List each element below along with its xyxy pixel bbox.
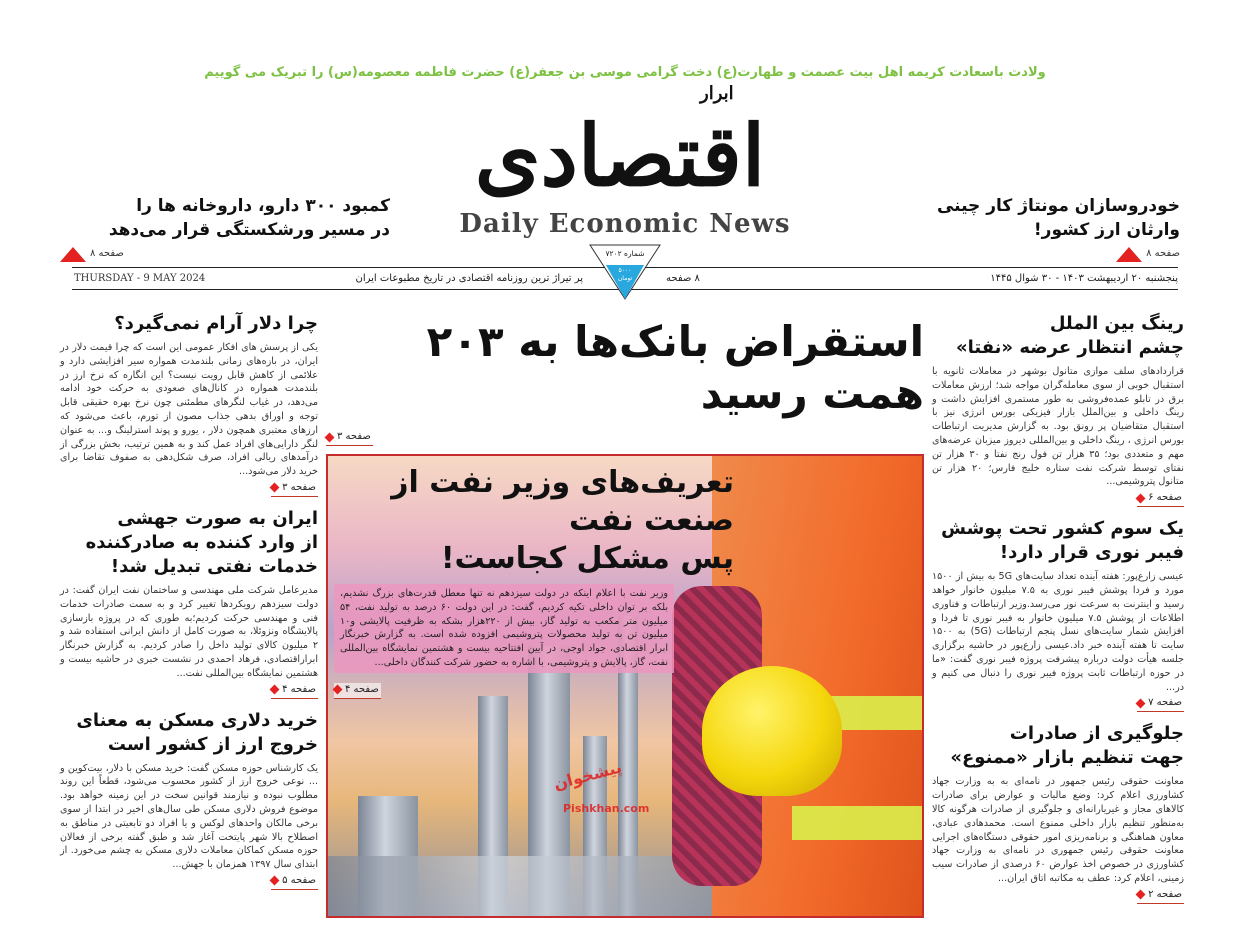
greeting-banner: ولادت باسعادت کریمه اهل بیت عصمت و طهارت(ع) دخت گرامی موسی بن جعفر(ع) حضرت فاطمه معصومه(س) را تبریک می گوییم — [204, 65, 1046, 80]
teaser-headline-line: در مسیر ورشکستگی قرار می‌دهد — [108, 220, 390, 240]
red-triangle-icon — [1116, 247, 1142, 262]
page-ref-label: صفحه ۸ — [90, 248, 124, 259]
page-ref-label: صفحه ۴ — [345, 683, 379, 695]
story-page-ref[interactable] — [1137, 491, 1184, 507]
story-headline: خرید دلاری مسکن به معنای — [76, 709, 318, 731]
refinery-base — [328, 856, 728, 916]
story-page-ref[interactable] — [1137, 888, 1184, 904]
photo-page-ref[interactable] — [334, 677, 734, 699]
main-page-ref[interactable] — [326, 424, 924, 446]
date-english: THURSDAY - 9 MAY 2024 — [74, 273, 206, 284]
red-diamond-icon — [1136, 698, 1146, 708]
date-persian: پنجشنبه ۲۰ اردیبهشت ۱۴۰۳ - ۳۰ شوال ۱۴۴۵ — [990, 273, 1178, 284]
left-story-3[interactable] — [60, 709, 318, 890]
story-body: مدیرعامل شرکت ملی مهندسی و ساختمان نفت ایران گفت: در دولت سیزدهم رویکردها تغییر کرد و به سمت صادرات خدمات فنی و مهندسی حرکت کردیم؛به طوری که در پروژه بازسازی پالایشگاه ونزوئلا، به صورت کامل از دانش ایرانی استفاده شد و ۲ میلیون کالای تولید داخل را صادر کردیم. به گزارش خبرنگار ابراراقتصادی، فرهاد احمدی در نشست خبری در حاشیه بیست و هشتمین نمایشگاه بین‌المللی نفت... — [60, 584, 318, 679]
reflective-stripe — [792, 806, 922, 840]
story-page-ref[interactable] — [271, 481, 318, 497]
top-left-teaser[interactable] — [60, 194, 390, 262]
main-story — [326, 316, 924, 918]
page-count: ۸ صفحه — [666, 273, 700, 284]
watermark-url: Pishkhan.com — [563, 802, 650, 815]
right-story-2[interactable] — [932, 517, 1184, 712]
story-headline: فیبر نوری قرار دارد! — [999, 542, 1184, 564]
main-headline[interactable]: استقراض بانک‌ها به ۲۰۳ همت رسید — [426, 317, 924, 418]
red-diamond-icon — [270, 685, 280, 695]
story-headline: رینگ بین الملل — [1049, 313, 1184, 334]
top-left-page-ref[interactable] — [60, 246, 124, 262]
red-diamond-icon — [1136, 493, 1146, 503]
left-story-2[interactable] — [60, 507, 318, 699]
price: ۵۰۰۰ تومان — [617, 267, 633, 282]
red-diamond-icon — [1136, 890, 1146, 900]
story-body: یک کارشناس حوزه مسکن گفت: خرید مسکن با دلار، بیت‌کوین و ... نوعی خروج ارز از کشور محسوب می‌شود، قطعاً این روند مطلوب نبوده و نیازمند قوانین سخت در این زمینه خواهد بود. موضوع فروش دلاری مسکن طی سال‌های اخیر در ابتدا از سوی برخی مالکان واحدهای لوکس و یا افراد دو تابعیتی در مناطق به اصطلاح بالا شهر پایتخت آغاز شد و طبق گفته برخی از فعالان حوزه مسکن کماکان معاملات دلاری مسکن به چشم می‌خورد. از ابتدای سال ۱۳۹۷ همزمان با جهش... — [60, 762, 318, 871]
story-headline: جلوگیری از صادرات — [1009, 723, 1184, 745]
watermark-logo: پیشخوان — [551, 757, 624, 794]
tagline: پر تیراژ ترین روزنامه اقتصادی در تاریخ مطبوعات ایران — [355, 273, 583, 284]
red-diamond-icon — [270, 876, 280, 886]
teaser-headline-line: وارثان ارز کشور! — [1033, 220, 1180, 240]
story-headline: از وارد کننده به صادرکننده — [85, 531, 318, 553]
right-column — [932, 312, 1184, 904]
red-triangle-icon — [60, 247, 86, 262]
issue-number: شماره ۷۲۰۲ — [605, 249, 645, 258]
page-ref-label: صفحه ۴ — [282, 683, 316, 695]
story-body: عیسی زارع‌پور: هفته آینده تعداد سایت‌های 5G به بیش از ۱۵۰۰ مورد و فردا پوشش فیبر نوری به ۷.۵ میلیون خانوار خواهد رسید و اینترنت به سرعت نور می‌رسد.وزیر ارتباطات و فناوری اطلاعات از پوشش ۷.۵ میلیون خانوار به فیبر نوری تا فردا و افزایش شمار سایت‌های نسل پنجم ارتباطات (5G) به ۱۵۰۰ سایت تا هفته آینده خبر داد.عیسی زارع‌پور در حاشیه برگزاری جلسه هیأت دولت درباره پیشرفت پروژه فیبر نوری گفت: «ما در حوزه ارتباطات ثابت پروژه فیبر نوری را دنبال می کنیم و در... — [932, 571, 1184, 693]
left-story-1[interactable] — [60, 312, 318, 497]
photo-summary-text: وزیر نفت با اعلام اینکه در دولت سیزدهم نه تنها معطل قدرت‌های بزرگ نشدیم، بلکه بر توان داخلی تکیه کردیم، گفت: در این دولت ۶۰ درصد به تولید نفت، ۵۴ میلیون متر مکعب به تولید گاز، بیش از ۲۲۰هزار بشکه به ظرفیت پالایشی و۱۰ میلیون تن به تولید محصولات پتروشیمی افزوده شده است. به گزارش خبرنگار ابرار اقتصادی، جواد اوجی، در آیین افتتاحیه بیست و هشتمین نمایشگاه بین‌المللی نفت، گاز، پالایش و پتروشیمی، با اشاره به حضور شرکت کنندگان داخلی... — [340, 588, 668, 668]
page-ref-label: صفحه ۳ — [282, 481, 316, 493]
red-diamond-icon — [270, 483, 280, 493]
story-body: قراردادهای سلف موازی متانول بوشهر در معاملات ثانویه با استقبال خوبی از سوی معامله‌گران مواجه شد؛ ارزش معاملات برق در تابلو عمده‌فروشی به طور مستمری افزایش داشت و رینگ داخلی و بین‌الملل بازار فیزیکی بورس انرژی نیز با استقبال متقاضیان پر رونق بود. به گزارش مدیریت ارتباطات بورس انرژی ، رینگ داخلی و بین‌المللی دیروز میزبان عرضه‌های مهم و متعددی بود؛ ۳۵ هزار تن فول رنج نفتا و ۳۰ هزار تن نفتای توسط شرکت نفت ستاره خلیج فارس؛ ۲۰ هزار تن متانول پتروشیمی... — [932, 366, 1184, 488]
teaser-headline-line: خودروسازان مونتاژ کار چینی — [936, 196, 1180, 216]
page-ref-label: صفحه ۳ — [337, 431, 371, 442]
right-story-1[interactable] — [932, 312, 1184, 507]
photo-headline[interactable] — [334, 464, 734, 578]
lead-photo — [326, 454, 924, 918]
right-story-3[interactable] — [932, 722, 1184, 903]
page-ref-label: صفحه ۲ — [1148, 888, 1182, 900]
story-headline: یک سوم کشور تحت پوشش — [941, 518, 1184, 540]
story-page-ref[interactable] — [271, 683, 318, 699]
story-headline: خروج ارز از کشور است — [107, 733, 318, 755]
story-page-ref[interactable] — [1137, 696, 1184, 712]
story-body: معاونت حقوقی رئیس جمهور در نامه‌ای به به وزارت جهاد کشاورزی اعلام کرد: وضع مالیات و عوارض برای صادرات کالاهای مجاز و غیریارانه‌ای و جلوگیری از صادرات هرگونه کالا به‌منظور تنظیم بازار داخلی ممنوع است. محمدهادی عبادی، معاون هماهنگی و برنامه‌ریزی امور حقوقی دستگاه‌های اجرایی معاونت حقوقی رئیس جمهوری در نامه‌ای به وزارت جهاد کشاورزی در خصوص اخذ عوارض ۶۰ درصدی از صادرات سیب زمینی، اعلام کرد: عطف به مکاتبه اتاق ایران... — [932, 776, 1185, 884]
top-right-page-ref[interactable] — [1116, 246, 1180, 262]
masthead-logo-small: ابرار — [700, 83, 734, 104]
photo-headline-line: تعریف‌های وزیر نفت از صنعت نفت — [391, 465, 734, 538]
left-column — [60, 312, 318, 890]
photo-summary-box — [334, 584, 674, 673]
issue-badge — [588, 244, 662, 300]
page-ref-label: صفحه ۵ — [282, 874, 316, 886]
story-headline: ایران به صورت جهشی — [117, 507, 318, 529]
page-ref-label: صفحه ۷ — [1148, 697, 1182, 709]
teaser-headline-line: کمبود ۳۰۰ دارو، داروخانه ها را — [136, 196, 390, 216]
story-headline: خدمات نفتی تبدیل شد! — [110, 555, 318, 577]
red-diamond-icon — [325, 432, 335, 442]
top-right-teaser[interactable] — [860, 194, 1180, 262]
story-headline: چرا دلار آرام نمی‌گیرد؟ — [114, 313, 318, 334]
photo-story[interactable] — [334, 464, 734, 699]
masthead-logo: اقتصادی — [474, 106, 766, 205]
photo-headline-line: پس مشکل کجاست! — [440, 541, 734, 576]
story-page-ref[interactable] — [271, 874, 318, 890]
masthead-logo-english: Daily Economic News — [459, 209, 791, 239]
story-headline: جهت تنظیم بازار «ممنوع» — [950, 747, 1184, 769]
page-ref-label: صفحه ۶ — [1148, 492, 1182, 504]
red-diamond-icon — [333, 685, 343, 695]
page-ref-label: صفحه ۸ — [1146, 248, 1180, 259]
story-body: یکی از پرسش های افکار عمومی این است که چرا قیمت دلار در ایران، در بازه‌های زمانی بلندمدت همواره سیر افزایشی دارد و علائمی از کاهش قابل رویت نیست؟ این انگاره که نرخ ارز در بلندمدت همواره در کانال‌های صعودی به حرکت خود ادامه می‌دهد، در غیاب لنگرهای مطمئنی چون نرخ بهره حقیقی قابل توجه و اوراق بدهی جذاب مصون از تورم، باعث می‌شود که ارزهای معتبری همچون دلار ، یورو و پوند استرلینگ و... به عنوان لنگر دارایی‌های افراد عمل کند و به همین ترتیب، بخش بزرگی از درآمدهای ریالی افراد، صرف شکل‌دهی به صفوف تقاضا برای خرید دلار می‌شود... — [60, 342, 318, 478]
story-headline: چشم انتظار عرضه «نفتا» — [955, 337, 1184, 358]
